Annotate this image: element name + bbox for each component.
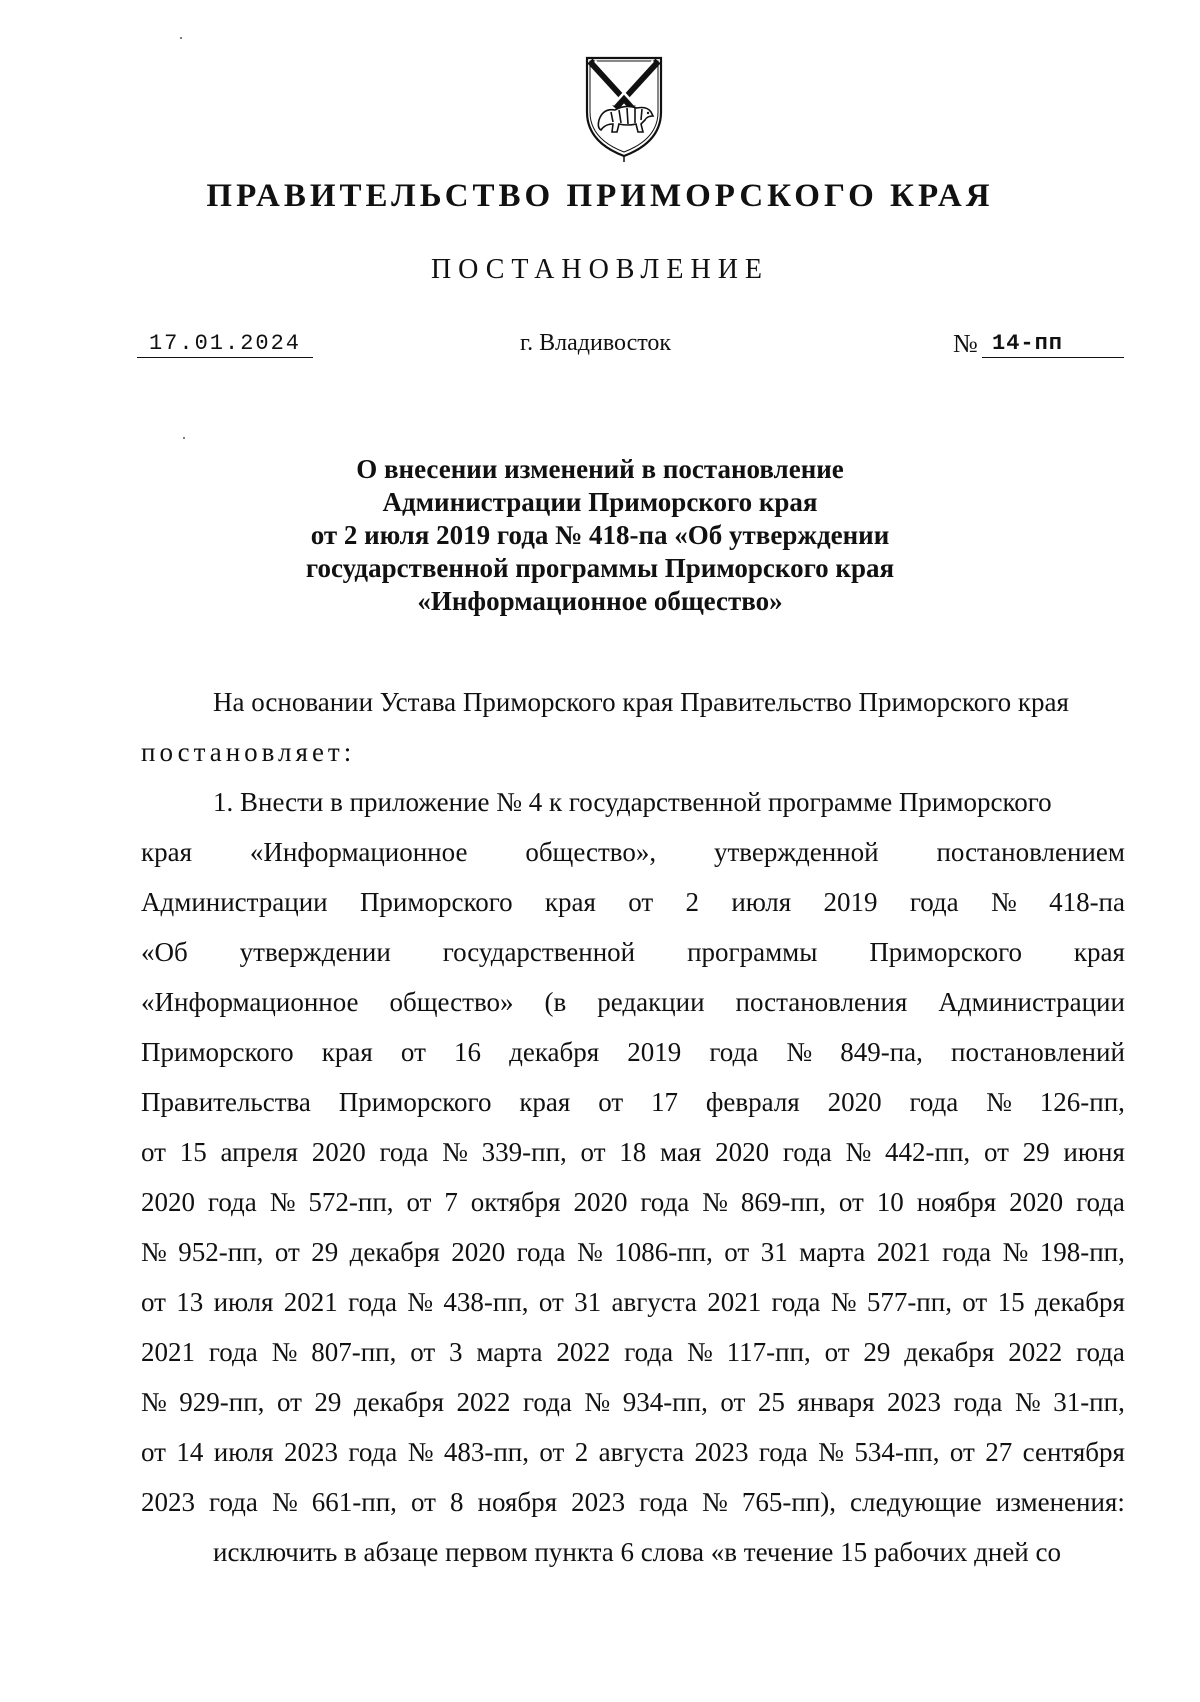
- body-word: 869-пп,: [740, 1187, 826, 1217]
- body-word: №: [818, 1437, 844, 1467]
- body-word: января: [797, 1387, 875, 1417]
- body-word: 2020: [827, 1087, 882, 1117]
- body-word: края: [1073, 937, 1125, 967]
- body-word: 3: [449, 1337, 463, 1367]
- body-word: мая: [660, 1137, 702, 1167]
- body-word: 29: [314, 1387, 342, 1417]
- body-word: года: [1076, 1337, 1125, 1367]
- body-line-justified: [141, 977, 1125, 1027]
- body-word: №: [1002, 1237, 1029, 1267]
- body-word: 17: [651, 1087, 679, 1117]
- body-word: 438-пп,: [443, 1287, 529, 1317]
- body-word: 27: [985, 1437, 1013, 1467]
- body-word: от: [628, 887, 654, 917]
- body-word: Администрации: [141, 887, 328, 917]
- body-word: №: [407, 1287, 434, 1317]
- body-word: 2020: [451, 1237, 506, 1267]
- body-word: Приморского: [141, 1037, 294, 1067]
- body-word: 929-пп,: [179, 1387, 265, 1417]
- subject-line: О внесении изменений в постановление: [356, 454, 844, 484]
- body-word: №: [271, 1337, 298, 1367]
- body-word: 31: [574, 1287, 602, 1317]
- body-word: октября: [470, 1187, 561, 1217]
- body-word: года: [348, 1437, 398, 1467]
- body-word: 117-пп,: [726, 1337, 811, 1367]
- body-word: декабря: [353, 1387, 444, 1417]
- body-word: от: [983, 1137, 1009, 1167]
- body-word: года: [516, 1237, 566, 1267]
- body-word: Приморского: [338, 1087, 492, 1117]
- body-word: общество»: [389, 987, 514, 1017]
- body-word: №: [702, 1187, 728, 1217]
- document-number-label: №: [953, 329, 978, 358]
- body-word: 25: [757, 1387, 785, 1417]
- body-word: от: [580, 1137, 606, 1167]
- body-word: июля: [213, 1437, 274, 1467]
- body-word: 18: [619, 1137, 647, 1167]
- body-line: исключить в абзаце первом пункта 6 слова «в течение 15 рабочих дней со: [213, 1537, 1061, 1567]
- body-word: 2019: [627, 1037, 682, 1067]
- body-word: 29: [863, 1337, 891, 1367]
- body-word: №: [990, 887, 1017, 917]
- body-word: 15: [179, 1137, 207, 1167]
- body-word: июня: [1063, 1137, 1125, 1167]
- body-word: 2022: [556, 1337, 611, 1367]
- body-word: от: [838, 1187, 864, 1217]
- body-word: 14: [176, 1437, 204, 1467]
- body-word: декабря: [1034, 1287, 1125, 1317]
- body-word: 8: [449, 1487, 464, 1517]
- body-word: 849-па,: [840, 1037, 923, 1067]
- body-word: года: [208, 1337, 258, 1367]
- body-word: года: [771, 1287, 821, 1317]
- scan-speck: [180, 37, 182, 39]
- document-subject: [0, 453, 1200, 618]
- body-word: края: [141, 837, 193, 867]
- document-date: 17.01.2024: [137, 331, 313, 358]
- document-number: 14-пп: [982, 331, 1124, 358]
- body-line: постановляет:: [141, 737, 356, 767]
- body-word: декабря: [349, 1237, 440, 1267]
- body-word: «Об: [141, 937, 188, 967]
- body-word: 2023: [141, 1487, 195, 1517]
- body-word: 1086-пп,: [614, 1237, 713, 1267]
- body-word: от: [276, 1387, 302, 1417]
- body-word: 483-пп,: [443, 1437, 529, 1467]
- body-word: 13: [176, 1287, 204, 1317]
- body-word: 2021: [876, 1237, 931, 1267]
- body-word: от: [410, 1487, 436, 1517]
- subject-line: «Информационное общество»: [417, 586, 783, 616]
- body-word: от: [406, 1187, 432, 1217]
- body-word: ноября: [916, 1187, 997, 1217]
- body-word: №: [584, 1387, 611, 1417]
- body-word: от: [400, 1037, 426, 1067]
- body-word: февраля: [705, 1087, 800, 1117]
- body-word: года: [953, 1387, 1003, 1417]
- body-word: 577-пп,: [866, 1287, 952, 1317]
- body-word: 2: [685, 887, 700, 917]
- body-word: от: [274, 1237, 300, 1267]
- subject-line: Администрации Приморского края: [382, 487, 818, 517]
- body-word: №: [702, 1487, 728, 1517]
- body-word: №: [442, 1137, 468, 1167]
- body-word: августа: [611, 1287, 697, 1317]
- body-word: 2023: [571, 1487, 626, 1517]
- body-word: (в: [544, 987, 567, 1017]
- body-word: №: [686, 1337, 713, 1367]
- body-line-justified: [141, 1377, 1125, 1427]
- body-word: постановления: [735, 987, 908, 1017]
- body-word: 15: [997, 1287, 1025, 1317]
- body-word: года: [1076, 1187, 1125, 1217]
- body-word: от: [141, 1437, 166, 1467]
- body-word: от: [539, 1437, 565, 1467]
- body-word: 2023: [887, 1387, 942, 1417]
- body-word: 534-пп,: [854, 1437, 940, 1467]
- body-word: года: [348, 1287, 397, 1317]
- body-word: от: [962, 1287, 988, 1317]
- body-line-justified: [141, 1027, 1125, 1077]
- subject-line: государственной программы Приморского края: [305, 553, 895, 583]
- coat-of-arms-icon: [581, 50, 667, 164]
- body-word: государственной: [442, 937, 636, 967]
- body-word: 29: [1022, 1137, 1050, 1167]
- body-word: года: [909, 887, 959, 917]
- body-word: года: [909, 1087, 959, 1117]
- body-word: утверждении: [239, 937, 391, 967]
- body-word: августа: [598, 1437, 685, 1467]
- body-word: года: [207, 1187, 257, 1217]
- body-line-justified: [141, 1327, 1125, 1377]
- document-body: [141, 677, 1125, 1577]
- body-word: от: [949, 1437, 975, 1467]
- body-word: 2021: [141, 1337, 195, 1367]
- body-line-justified: [141, 1277, 1125, 1327]
- body-word: Приморского: [869, 937, 1022, 967]
- body-line-justified: [141, 1127, 1125, 1177]
- body-line-justified: [141, 1077, 1125, 1127]
- body-word: общество»,: [525, 837, 657, 867]
- body-word: 2019: [823, 887, 878, 917]
- body-word: 2022: [1008, 1337, 1063, 1367]
- body-word: апреля: [220, 1137, 298, 1167]
- body-word: №: [141, 1237, 167, 1267]
- body-word: от: [538, 1287, 564, 1317]
- body-word: 29: [311, 1237, 339, 1267]
- body-word: №: [786, 1037, 813, 1067]
- body-word: 807-пп,: [311, 1337, 397, 1367]
- subject-line: от 2 июля 2019 года № 418-па «Об утверждении: [310, 520, 890, 550]
- body-word: утвержденной: [713, 837, 879, 867]
- body-word: года: [209, 1487, 258, 1517]
- body-word: 2020: [715, 1137, 770, 1167]
- body-word: 7: [444, 1187, 458, 1217]
- body-word: программы: [687, 937, 818, 967]
- body-word: сентября: [1022, 1437, 1125, 1467]
- body-word: от: [720, 1387, 746, 1417]
- body-word: «Информационное: [249, 837, 468, 867]
- body-word: 2021: [283, 1287, 338, 1317]
- body-word: года: [942, 1237, 992, 1267]
- body-word: года: [523, 1387, 572, 1417]
- body-word: Приморского: [359, 887, 513, 917]
- body-line-justified: [141, 927, 1125, 977]
- body-word: №: [141, 1387, 167, 1417]
- body-line-justified: [141, 1227, 1125, 1277]
- body-word: края: [519, 1087, 571, 1117]
- body-word: ноября: [477, 1487, 558, 1517]
- body-word: №: [407, 1437, 434, 1467]
- body-word: 31: [760, 1237, 788, 1267]
- body-word: года: [640, 1187, 690, 1217]
- body-word: от: [141, 1137, 166, 1167]
- body-word: марта: [476, 1337, 543, 1367]
- body-word: 2020: [1009, 1187, 1064, 1217]
- body-word: 2: [574, 1437, 589, 1467]
- body-word: 418-па: [1049, 887, 1125, 917]
- body-word: 934-пп,: [622, 1387, 708, 1417]
- body-word: года: [379, 1137, 429, 1167]
- body-word: №: [271, 1487, 298, 1517]
- body-word: года: [639, 1487, 688, 1517]
- body-line-justified: [141, 827, 1125, 877]
- document-city: г. Владивосток: [520, 330, 672, 356]
- body-word: 2022: [456, 1387, 511, 1417]
- body-word: постановлением: [936, 837, 1125, 867]
- body-line-justified: [141, 1177, 1125, 1227]
- body-word: 16: [453, 1037, 481, 1067]
- body-line: На основании Устава Приморского края Правительство Приморского края: [213, 687, 1069, 717]
- body-word: июля: [731, 887, 792, 917]
- document-type: ПОСТАНОВЛЕНИЕ: [430, 254, 770, 285]
- body-word: №: [269, 1187, 296, 1217]
- body-word: июля: [213, 1287, 274, 1317]
- body-word: 2020: [311, 1137, 366, 1167]
- body-word: изменения:: [995, 1487, 1125, 1517]
- body-word: №: [830, 1287, 857, 1317]
- scan-speck: [183, 437, 185, 439]
- body-line-justified: [141, 1477, 1125, 1527]
- body-word: марта: [799, 1237, 866, 1267]
- body-word: «Информационное: [141, 987, 359, 1017]
- government-title: ПРАВИТЕЛЬСТВО ПРИМОРСКОГО КРАЯ: [206, 178, 994, 214]
- body-word: 31-пп,: [1053, 1387, 1125, 1417]
- body-line-justified: [141, 1427, 1125, 1477]
- body-line-justified: [141, 877, 1125, 927]
- body-word: 2021: [707, 1287, 762, 1317]
- body-word: №: [845, 1137, 872, 1167]
- body-word: декабря: [904, 1337, 995, 1367]
- body-word: 661-пп,: [311, 1487, 397, 1517]
- body-word: 2020: [141, 1187, 195, 1217]
- body-word: Администрации: [938, 987, 1125, 1017]
- body-word: №: [986, 1087, 1012, 1117]
- body-word: декабря: [509, 1037, 600, 1067]
- body-word: Правительства: [141, 1087, 311, 1117]
- body-word: от: [410, 1337, 436, 1367]
- body-word: от: [724, 1237, 750, 1267]
- body-word: постановлений: [951, 1037, 1125, 1067]
- body-word: 2023: [284, 1437, 339, 1467]
- body-word: 765-пп),: [741, 1487, 836, 1517]
- body-word: 442-пп,: [885, 1137, 971, 1167]
- body-word: 10: [876, 1187, 904, 1217]
- body-word: №: [576, 1237, 603, 1267]
- body-word: края: [321, 1037, 373, 1067]
- body-word: от: [141, 1287, 166, 1317]
- body-word: редакции: [597, 987, 705, 1017]
- body-word: года: [709, 1037, 759, 1067]
- body-word: от: [598, 1087, 624, 1117]
- body-word: 2023: [694, 1437, 749, 1467]
- body-word: 339-пп,: [481, 1137, 567, 1167]
- body-word: следующие: [850, 1487, 982, 1517]
- body-word: от: [824, 1337, 850, 1367]
- body-word: 126-пп,: [1039, 1087, 1125, 1117]
- body-word: 2020: [573, 1187, 628, 1217]
- body-word: 572-пп,: [308, 1187, 394, 1217]
- body-word: года: [782, 1137, 832, 1167]
- body-word: 198-пп,: [1039, 1237, 1125, 1267]
- body-word: года: [624, 1337, 674, 1367]
- body-line: 1. Внести в приложение № 4 к государственной программе Приморского: [213, 787, 1052, 817]
- body-word: края: [544, 887, 596, 917]
- body-word: 952-пп,: [178, 1237, 264, 1267]
- body-word: №: [1014, 1387, 1041, 1417]
- body-word: года: [758, 1437, 808, 1467]
